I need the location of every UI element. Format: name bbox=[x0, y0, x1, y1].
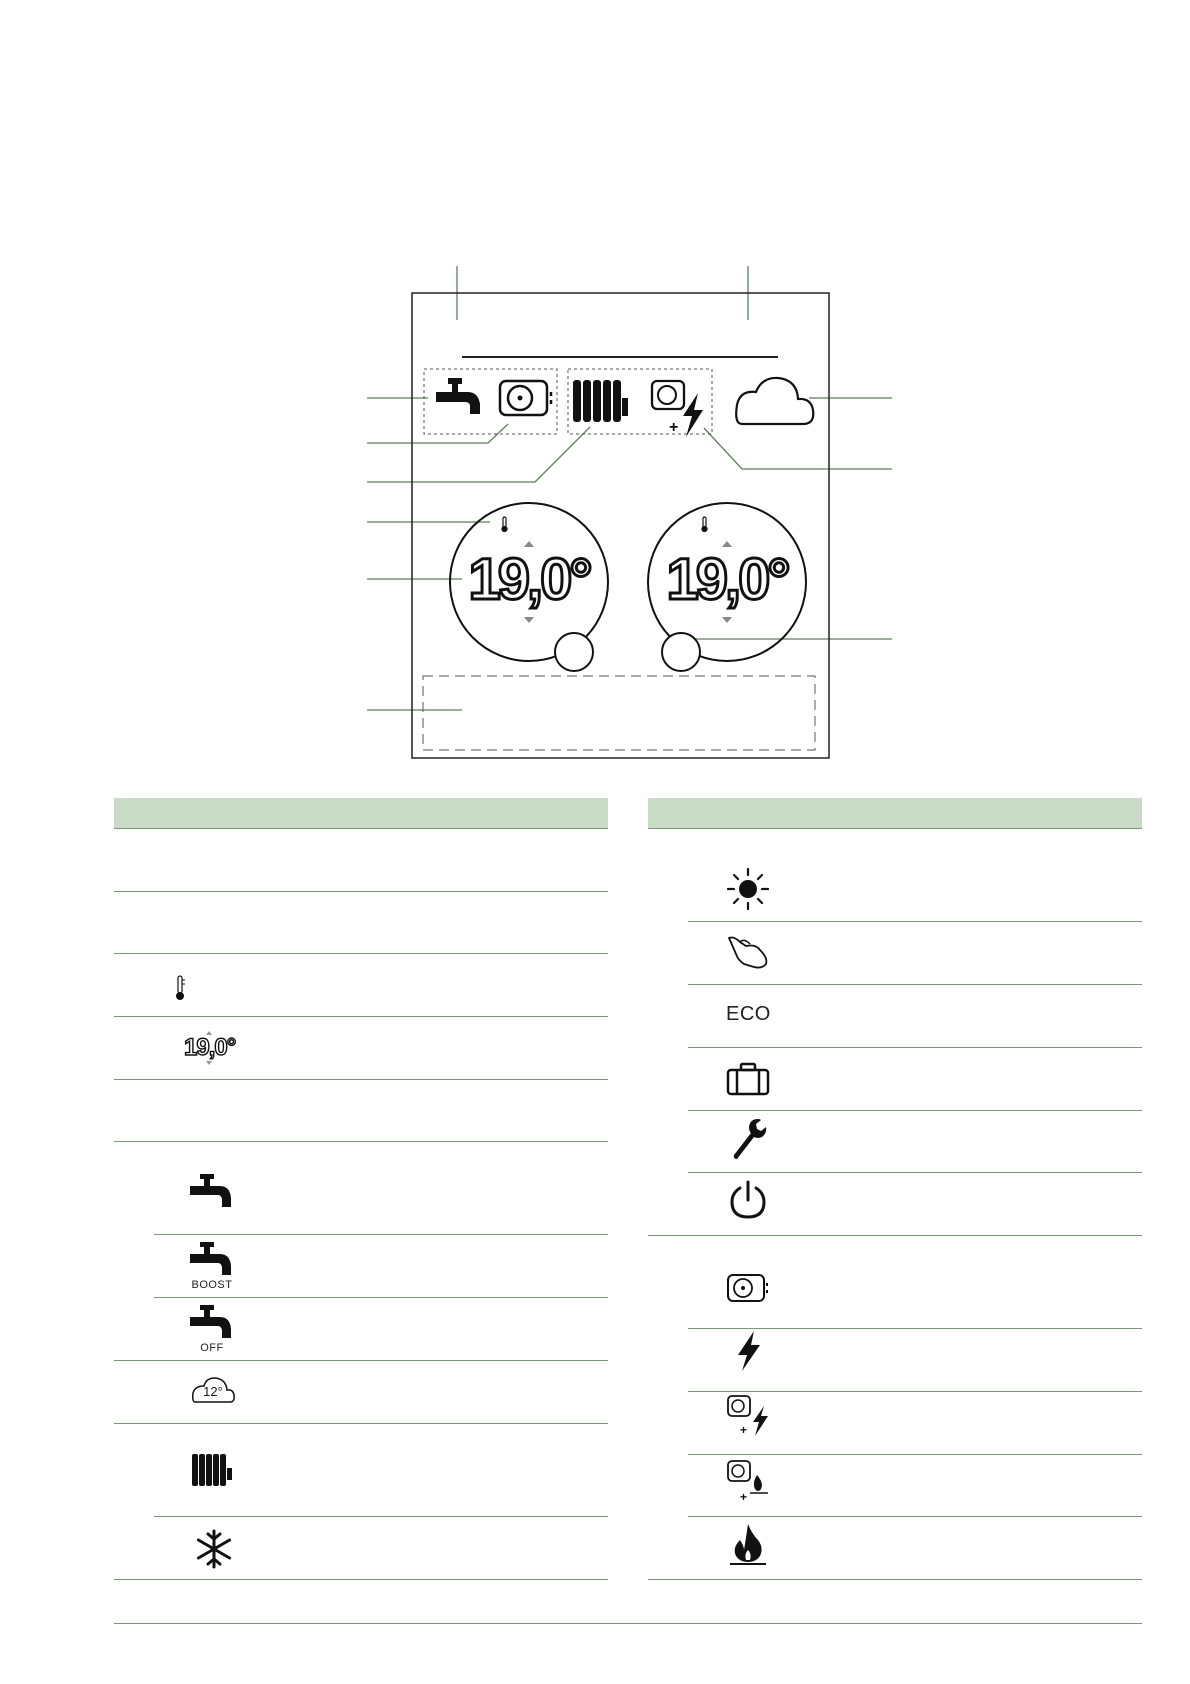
left-zone-temperature: 19,0° bbox=[468, 547, 590, 612]
snowflake-icon bbox=[194, 1529, 234, 1569]
eco-text-icon: ECO bbox=[726, 1003, 771, 1025]
message-area-box bbox=[423, 676, 815, 750]
svg-text:+: + bbox=[740, 1423, 748, 1437]
legend-left-header bbox=[114, 798, 608, 829]
heat-pump-plus-electric-icon bbox=[652, 381, 703, 437]
cloud-icon bbox=[736, 378, 813, 424]
heat-pump-icon bbox=[500, 381, 551, 415]
thermostat-display-diagram bbox=[0, 0, 1190, 780]
heat-pump-plus-electric-icon bbox=[726, 1394, 770, 1438]
callout-lines bbox=[367, 266, 892, 710]
wrench-icon bbox=[730, 1117, 768, 1161]
heat-pump-icon bbox=[726, 1273, 770, 1303]
tap-boost-icon: BOOST bbox=[180, 1234, 244, 1294]
right-zone-temperature: 19,0° bbox=[666, 547, 788, 612]
legend-left-table bbox=[114, 829, 608, 1629]
thermometer-icon bbox=[174, 974, 186, 1002]
tap-icon bbox=[436, 378, 480, 414]
hand-icon bbox=[726, 934, 770, 970]
outdoor-temp-cloud-icon: 12° bbox=[190, 1374, 236, 1406]
bottom-rule bbox=[114, 1623, 1142, 1624]
radiator-icon bbox=[573, 380, 628, 422]
suitcase-icon bbox=[726, 1062, 770, 1096]
legend-right-table bbox=[648, 829, 1142, 1629]
flame-icon bbox=[728, 1522, 768, 1568]
setpoint-temperature-icon: 19,0° bbox=[184, 1029, 264, 1069]
svg-text:+: + bbox=[669, 419, 679, 436]
svg-text:+: + bbox=[740, 1490, 748, 1503]
legend-right-header bbox=[648, 798, 1142, 829]
heat-pump-plus-gas-icon bbox=[726, 1459, 770, 1503]
radiator-icon bbox=[192, 1454, 234, 1486]
thermometer-icon bbox=[502, 517, 507, 532]
power-icon bbox=[728, 1179, 768, 1221]
tap-icon bbox=[190, 1174, 234, 1210]
sun-icon bbox=[726, 867, 770, 911]
tap-off-icon: OFF bbox=[180, 1297, 244, 1357]
lightning-icon bbox=[734, 1329, 764, 1373]
